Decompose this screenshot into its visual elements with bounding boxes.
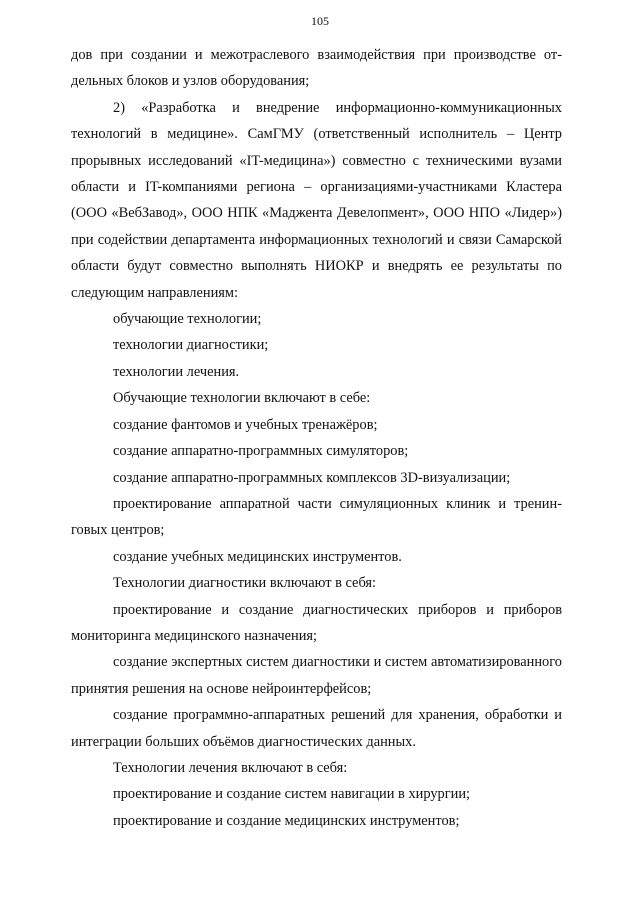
direction-item: технологии диагностики;: [113, 337, 269, 354]
direction-item: обучающие технологии;: [113, 311, 262, 328]
learning-item: создание учебных медицинских инструментов.: [113, 548, 402, 565]
diagnostics-item: проектирование и создание диагностических приборов и приборов мониторинга медицинского назначения;: [71, 601, 562, 644]
learning-item: создание фантомов и учебных тренажёров;: [113, 416, 378, 433]
learning-technologies-heading: Обучающие технологии включают в себе:: [113, 390, 371, 407]
direction-item: технологии лечения.: [113, 363, 240, 380]
page-number: 105: [311, 14, 329, 28]
diagnostics-item: создание экспертных систем диагностики и систем автоматизированного принятия решения на основе нейроинтерфейсов;: [71, 654, 562, 697]
treatment-heading: Технологии лечения включают в себя:: [113, 759, 348, 776]
paragraph-ict-medicine: 2) «Разработка и внедрение информационно-коммуникационных технологий в медицине». СамГМУ (ответственный исполнитель – Центр прорывных исследований «IT-медицина») совместно с техническими вузами области и IT-компаниями региона – организациями-участниками Кластера (ООО «ВебЗавод», ООО НПК «Маджента Девелопмент», ООО НПО «Лидер») при содействии департамента информационных технологий и связи Самарской области будут совместно выполнять НИОКР и внедрять ее результаты по следующим направлениям:: [71, 99, 562, 301]
learning-item: проектирование аппаратной части симуляционных клиник и тренинговых центров;: [71, 495, 562, 539]
diagnostics-item: создание программно-аппаратных решений для хранения, обработки и интеграции больших объёмов диагностических данных.: [71, 707, 562, 750]
learning-item: создание аппаратно-программных комплексов 3D-визуализации;: [113, 469, 511, 486]
learning-item: создание аппаратно-программных симуляторов;: [113, 443, 409, 460]
page-body: [71, 42, 562, 834]
diagnostics-heading: Технологии диагностики включают в себя:: [113, 575, 377, 592]
treatment-item: проектирование и создание медицинских инструментов;: [113, 812, 460, 829]
treatment-item: проектирование и создание систем навигации в хирургии;: [113, 786, 471, 803]
paragraph-continuation: дов при создании и межотраслевого взаимодействия при производстве отдельных блоков и узлов оборудования;: [71, 47, 562, 90]
